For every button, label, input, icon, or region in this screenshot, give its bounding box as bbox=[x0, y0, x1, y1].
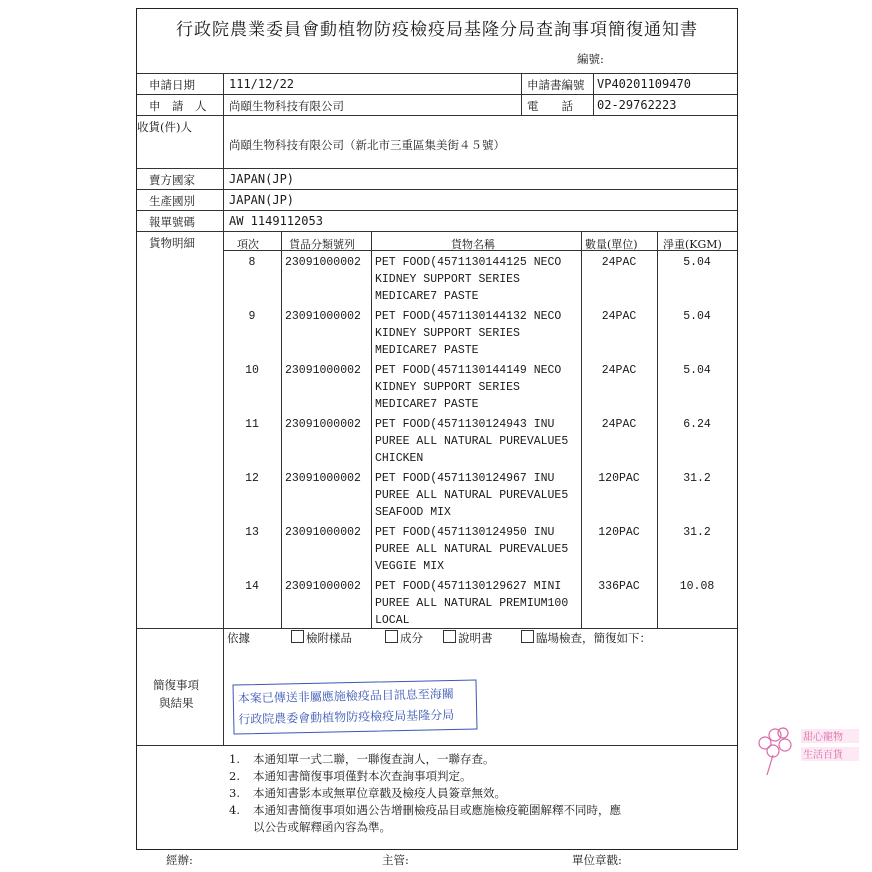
note-item bbox=[229, 785, 506, 802]
rule bbox=[137, 745, 737, 746]
note-text-continued: 以公告或解釋函內容為準。 bbox=[253, 820, 391, 834]
stamp-line-2: 行政院農委會動植物防疫檢疫局基隆分局 bbox=[238, 707, 455, 727]
document-title: 行政院農業委員會動植物防疫檢疫局基隆分局查詢事項簡復通知書 bbox=[176, 20, 698, 40]
phone-value: 02-29762223 bbox=[597, 98, 677, 112]
item-name-cell bbox=[375, 578, 568, 629]
note-number: 3. bbox=[229, 786, 240, 800]
agency-stamp bbox=[233, 679, 478, 734]
item-name-line: PET FOOD(4571130124943 INU bbox=[375, 418, 555, 431]
item-weight-cell: 5.04 bbox=[683, 364, 711, 377]
basis-label: 依據 bbox=[227, 631, 250, 645]
consignee-value: 尚頤生物科技有限公司（新北市三重區集美街４５號） bbox=[229, 138, 505, 152]
item-name-line: PET FOOD(4571130129627 MINI bbox=[375, 580, 562, 593]
option-ingredients[interactable] bbox=[385, 630, 423, 646]
goods-label: 貨物明細 bbox=[149, 236, 195, 250]
consignee-label: 收貨(件)人 bbox=[137, 120, 192, 134]
supervisor-label: 主管: bbox=[382, 853, 409, 867]
item-name-line: PET FOOD(4571130124967 INU bbox=[375, 472, 555, 485]
item-weight-cell: 10.08 bbox=[679, 580, 715, 593]
item-no-cell: 13 bbox=[245, 526, 259, 539]
option-sample[interactable] bbox=[291, 630, 352, 646]
option-manual[interactable] bbox=[443, 630, 493, 646]
declaration-no-value: AW 1149112053 bbox=[229, 214, 323, 228]
item-name-line: MEDICARE7 PASTE bbox=[375, 344, 479, 357]
phone-label: 電 話 bbox=[527, 99, 573, 113]
app-no-label: 申請書編號 bbox=[527, 78, 585, 92]
note-number: 2. bbox=[229, 769, 240, 783]
item-name-line: PET FOOD(4571130144132 NECO bbox=[375, 310, 562, 323]
item-name-cell bbox=[375, 416, 568, 467]
item-name-line: PUREE ALL NATURAL PUREVALUE5 bbox=[375, 435, 569, 448]
item-weight-cell: 31.2 bbox=[683, 526, 711, 539]
item-no-cell: 14 bbox=[245, 580, 259, 593]
item-code-cell: 23091000002 bbox=[285, 364, 361, 377]
watermark-line-2: 生活百貨 bbox=[803, 750, 843, 761]
seller-country-value: JAPAN(JP) bbox=[229, 172, 295, 186]
item-no-cell: 9 bbox=[248, 310, 256, 323]
rule bbox=[137, 94, 737, 95]
item-qty-cell: 336PAC bbox=[598, 580, 640, 593]
checkbox-ingredients[interactable] bbox=[385, 630, 398, 643]
item-code-cell: 23091000002 bbox=[285, 256, 361, 269]
item-weight-cell: 31.2 bbox=[683, 472, 711, 485]
item-name-line: PET FOOD(4571130144125 NECO bbox=[375, 256, 562, 269]
note-item bbox=[229, 768, 472, 785]
rule bbox=[137, 115, 737, 116]
note-item bbox=[229, 751, 495, 768]
item-name-cell bbox=[375, 470, 568, 521]
rule bbox=[137, 73, 737, 74]
item-name-cell bbox=[375, 254, 561, 305]
flower-logo-icon bbox=[757, 719, 867, 779]
item-name-line: KIDNEY SUPPORT SERIES bbox=[375, 381, 520, 394]
item-weight-cell: 5.04 bbox=[683, 256, 711, 269]
item-name-line: PET FOOD(4571130124950 INU bbox=[375, 526, 555, 539]
notice-form bbox=[136, 8, 843, 850]
item-name-line: KIDNEY SUPPORT SERIES bbox=[375, 273, 520, 286]
item-name-cell bbox=[375, 524, 568, 575]
option-inspection-label: 臨場檢查，簡復如下： bbox=[536, 631, 651, 645]
item-code-cell: 23091000002 bbox=[285, 418, 361, 431]
rule bbox=[137, 168, 737, 169]
serial-label: 編號: bbox=[577, 52, 604, 66]
item-qty-cell: 24PAC bbox=[601, 364, 637, 377]
item-qty-cell: 24PAC bbox=[601, 418, 637, 431]
item-name-line: CHICKEN bbox=[375, 452, 424, 465]
item-name-line: KIDNEY SUPPORT SERIES bbox=[375, 327, 520, 340]
item-name-line: VEGGIE MIX bbox=[375, 560, 445, 573]
col-rule bbox=[281, 231, 282, 628]
unit-stamp-label: 單位章戳: bbox=[572, 853, 622, 867]
note-number: 1. bbox=[229, 752, 240, 766]
item-code-cell: 23091000002 bbox=[285, 472, 361, 485]
item-name-line: LOCAL bbox=[375, 614, 410, 627]
col-header-code: 貨品分類號列 bbox=[289, 238, 355, 251]
app-no-value: VP40201109470 bbox=[597, 77, 691, 91]
col-header-name: 貨物名稱 bbox=[451, 238, 495, 251]
option-ingredients-label: 成分 bbox=[400, 631, 423, 645]
applicant-value: 尚頤生物科技有限公司 bbox=[229, 99, 344, 113]
stamp-line-1: 本案已傳送非屬應施檢疫品目訊息至海關 bbox=[237, 686, 454, 706]
checkbox-sample[interactable] bbox=[291, 630, 304, 643]
item-weight-cell: 5.04 bbox=[683, 310, 711, 323]
applicant-label: 申 請 人 bbox=[149, 99, 207, 113]
item-no-cell: 10 bbox=[245, 364, 259, 377]
item-name-line: PUREE ALL NATURAL PUREVALUE5 bbox=[375, 489, 569, 502]
item-name-line: PET FOOD(4571130144149 NECO bbox=[375, 364, 562, 377]
result-label-2: 與結果 bbox=[159, 696, 194, 710]
item-name-line: PUREE ALL NATURAL PUREVALUE5 bbox=[375, 543, 569, 556]
item-no-cell: 8 bbox=[248, 256, 256, 269]
declaration-no-label: 報單號碼 bbox=[149, 215, 195, 229]
checkbox-inspection[interactable] bbox=[521, 630, 534, 643]
item-code-cell: 23091000002 bbox=[285, 310, 361, 323]
rule bbox=[137, 189, 737, 190]
note-number: 4. bbox=[229, 803, 240, 817]
seller-country-label: 賣方國家 bbox=[149, 173, 195, 187]
item-name-line: PUREE ALL NATURAL PREMIUM100 bbox=[375, 597, 569, 610]
origin-country-label: 生產國別 bbox=[149, 194, 195, 208]
option-manual-label: 說明書 bbox=[458, 631, 493, 645]
rule bbox=[137, 210, 737, 211]
rule bbox=[137, 231, 737, 232]
note-text: 本通知單一式二聯，一聯復查詢人，一聯存查。 bbox=[253, 752, 495, 766]
col-rule bbox=[223, 73, 224, 168]
item-qty-cell: 120PAC bbox=[598, 472, 640, 485]
note-item bbox=[229, 802, 621, 836]
col-header-qty: 數量(單位) bbox=[585, 238, 638, 251]
option-sample-label: 檢附樣品 bbox=[306, 631, 352, 645]
item-name-line: MEDICARE7 PASTE bbox=[375, 290, 479, 303]
note-text: 本通知書簡復事項如遇公告增刪檢疫品目或應施檢疫範圍解釋不同時，應 bbox=[253, 803, 621, 817]
apply-date-label: 申請日期 bbox=[149, 78, 195, 92]
handler-label: 經辦: bbox=[166, 853, 193, 867]
item-qty-cell: 24PAC bbox=[601, 310, 637, 323]
option-inspection[interactable] bbox=[521, 630, 651, 646]
note-text: 本通知書簡復事項僅對本次查詢事項判定。 bbox=[253, 769, 472, 783]
item-qty-cell: 120PAC bbox=[598, 526, 640, 539]
item-code-cell: 23091000002 bbox=[285, 526, 361, 539]
result-label-1: 簡復事項 bbox=[153, 678, 199, 692]
checkbox-manual[interactable] bbox=[443, 630, 456, 643]
col-rule bbox=[521, 73, 522, 115]
col-rule bbox=[371, 231, 372, 628]
item-weight-cell: 6.24 bbox=[683, 418, 711, 431]
col-header-item: 項次 bbox=[237, 238, 259, 251]
item-no-cell: 12 bbox=[245, 472, 259, 485]
col-rule bbox=[593, 73, 594, 115]
item-code-cell: 23091000002 bbox=[285, 580, 361, 593]
note-text: 本通知書影本或無單位章戳及檢疫人員簽章無效。 bbox=[253, 786, 506, 800]
item-name-cell bbox=[375, 362, 561, 413]
item-name-line: SEAFOOD MIX bbox=[375, 506, 451, 519]
origin-country-value: JAPAN(JP) bbox=[229, 193, 295, 207]
item-no-cell: 11 bbox=[245, 418, 259, 431]
col-header-weight: 淨重(KGM) bbox=[663, 238, 722, 251]
item-qty-cell: 24PAC bbox=[601, 256, 637, 269]
watermark-line-1: 甜心寵物 bbox=[803, 732, 843, 743]
apply-date-value: 111/12/22 bbox=[229, 77, 295, 91]
item-name-line: MEDICARE7 PASTE bbox=[375, 398, 479, 411]
item-name-cell bbox=[375, 308, 561, 359]
